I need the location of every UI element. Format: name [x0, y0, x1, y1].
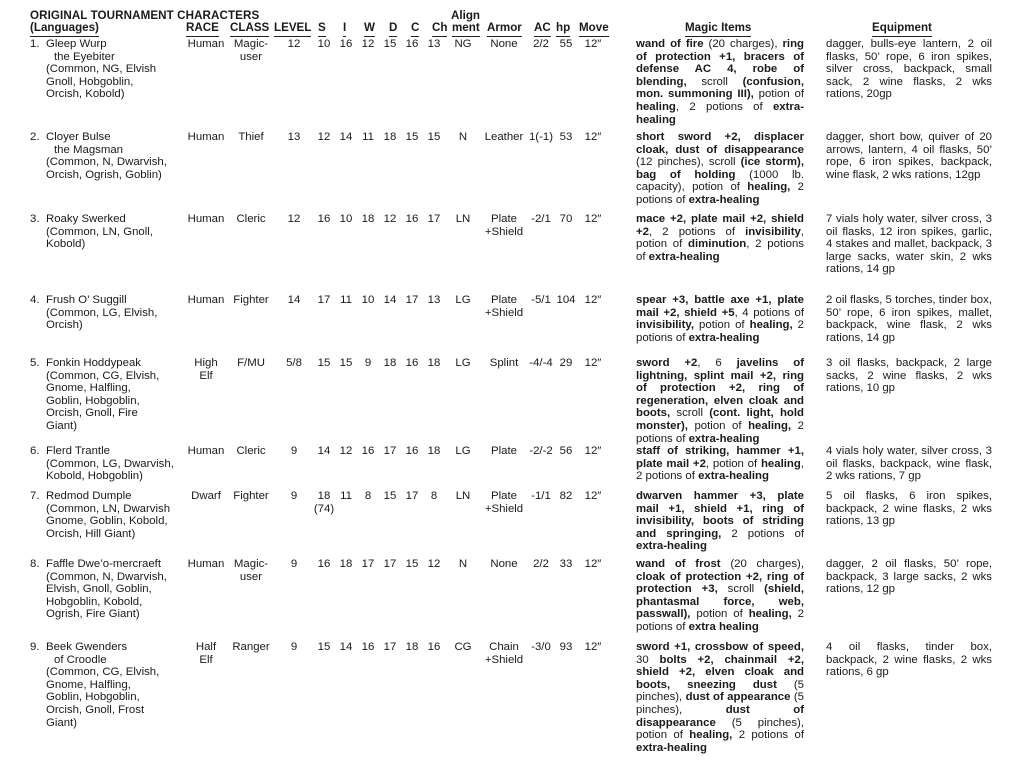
character-armor-line2: +Shield: [484, 306, 524, 319]
character-d: 18: [383, 131, 397, 143]
character-race: Human: [187, 213, 225, 225]
character-w: 10: [361, 294, 375, 306]
header-equipment: Equipment: [872, 22, 932, 37]
character-ch: 8: [430, 490, 438, 502]
character-class: Magic- user: [229, 38, 273, 63]
character-name: Gleep Wurp: [46, 38, 107, 50]
character-ac: -1/1: [531, 490, 551, 502]
character-languages: (Common, CG, Elvish, Gnome, Halfling, Goblin, Hobgoblin, Orcish, Gnoll, Fire Giant): [46, 369, 160, 432]
character-magic-items: spear +3, battle axe +1, plate mail +2, shield +5, 4 potions of invisibility, potion of healing, 2 potions of extra-healing: [636, 294, 805, 344]
character-race-line2: Elf: [199, 369, 213, 382]
character-i: 14: [339, 641, 353, 653]
character-magic-items: dwarven hammer +3, plate mail +1, shield +1, ring of invisibility, boots of striding and springing, 2 potions of extra-healing: [636, 490, 805, 553]
character-i: 15: [339, 357, 353, 369]
character-i: 18: [339, 558, 353, 570]
character-move: 12″: [584, 641, 602, 653]
character-number: 3.: [30, 213, 40, 225]
character-name-cell: [30, 213, 190, 251]
character-c: 18: [405, 641, 419, 653]
header-c: C: [411, 22, 419, 37]
character-armor: Plate +Shield: [482, 490, 526, 515]
character-ac: 2/2: [533, 558, 549, 570]
character-ch: 17: [427, 213, 441, 225]
character-align: LG: [455, 294, 471, 306]
character-equipment: 5 oil flasks, 6 iron spikes, backpack, 2 wine flasks, 2 wks rations, 13 gp: [826, 490, 992, 528]
character-class: Cleric: [236, 213, 266, 225]
character-align: LN: [455, 213, 471, 225]
character-class-line2: user: [239, 50, 263, 63]
character-armor: Chain +Shield: [482, 641, 526, 666]
character-class: Cleric: [236, 445, 266, 457]
character-name-cell: [30, 38, 190, 101]
character-number: 4.: [30, 294, 40, 306]
character-name-cell: [30, 357, 190, 433]
character-hp: 70: [559, 213, 573, 225]
character-c: 17: [405, 490, 419, 502]
character-s-line2: (74): [313, 502, 335, 515]
character-w: 17: [361, 558, 375, 570]
character-d: 17: [383, 641, 397, 653]
character-align: LG: [455, 445, 471, 457]
character-hp: 82: [559, 490, 573, 502]
character-number: 7.: [30, 490, 40, 502]
character-level: 14: [287, 294, 301, 306]
header-alignment-top: Align: [451, 9, 480, 22]
character-align: N: [458, 558, 468, 570]
character-ac: 2/2: [533, 38, 549, 50]
character-move: 12″: [584, 213, 602, 225]
character-equipment: 2 oil flasks, 5 torches, tinder box, 50’ rope, 6 iron spikes, mallet, backpack, wine flask, 2 wks rations, 14 gp: [826, 294, 992, 344]
character-s: 10: [317, 38, 331, 50]
character-ch: 13: [427, 38, 441, 50]
character-magic-items: wand of fire (20 charges), ring of protection +1, bracers of defense AC 4, robe of blending, scroll (confusion, mon. summoning III), potion of healing, 2 potions of extra-healing: [636, 38, 804, 126]
character-d: 18: [383, 357, 397, 369]
character-level: 13: [287, 131, 301, 143]
header-class: CLASS: [230, 22, 269, 37]
header-alignment-bottom: ment: [452, 22, 480, 37]
character-c: 15: [405, 558, 419, 570]
character-languages: (Common, CG, Elvish, Gnome, Halfling, Goblin, Hobgoblin, Orcish, Gnoll, Frost Giant): [46, 666, 160, 729]
character-s: 15: [317, 357, 331, 369]
character-name-cell: [30, 490, 190, 540]
character-c: 16: [405, 357, 419, 369]
character-armor-line2: +Shield: [484, 225, 524, 238]
character-name-cell: [30, 558, 190, 621]
character-race: High Elf: [186, 357, 226, 382]
character-move: 12″: [584, 38, 602, 50]
character-align: LN: [455, 490, 471, 502]
header-move: Move: [579, 22, 609, 37]
character-class: Fighter: [233, 294, 269, 306]
character-level: 9: [290, 558, 298, 570]
character-equipment: dagger, bulls-eye lantern, 2 oil flasks, 50’ rope, 6 iron spikes, silver cross, backpack, small sack, 2 wine flasks, 2 wks rations, 20gp: [826, 38, 992, 101]
character-languages: (Common, N, Dwarvish, Elvish, Gnoll, Goblin, Hobgoblin, Kobold, Ogrish, Fire Giant): [46, 570, 167, 621]
character-magic-items: sword +1, crossbow of speed, 30 bolts +2, chainmail +2, shield +2, elven cloak and boots, sneezing dust (5 pinches), dust of appearance (5 pinches), dust of disappearance (5 pinches), potion of healing, 2 potions of extra-healing: [636, 641, 805, 754]
character-languages: (Common, NG, Elvish Gnoll, Hobgoblin, Orcish, Kobold): [46, 63, 157, 101]
header-ac: AC: [534, 22, 551, 37]
character-level: 12: [287, 213, 301, 225]
header-d: D: [389, 22, 397, 37]
character-hp: 29: [559, 357, 573, 369]
character-ch: 16: [427, 641, 441, 653]
character-ac: -2/-2: [529, 445, 553, 457]
character-move: 12″: [584, 490, 602, 502]
character-equipment: 4 oil flasks, tinder box, backpack, 2 wine flasks, 2 wks rations, 6 gp: [826, 641, 992, 679]
character-equipment: 3 oil flasks, backpack, 2 large sacks, 2 wine flasks, 2 wks rations, 10 gp: [826, 357, 992, 395]
header-level: LEVEL: [274, 22, 311, 37]
character-ch: 13: [427, 294, 441, 306]
character-hp: 33: [559, 558, 573, 570]
character-name: Cloyer Bulse: [46, 131, 111, 143]
character-w: 8: [364, 490, 372, 502]
character-languages: (Common, LG, Dwarvish, Kobold, Hobgoblin): [46, 457, 174, 483]
character-armor: None: [490, 558, 518, 570]
character-magic-items: wand of frost (20 charges), cloak of protection +2, ring of protection +3, scroll (shield, phantasmal force, web, passwall), potion of healing, 2 potions of extra healing: [636, 558, 805, 633]
header-armor: Armor: [487, 22, 522, 37]
character-number: 8.: [30, 558, 40, 570]
character-languages: (Common, LG, Elvish, Orcish): [46, 306, 158, 332]
character-class: F/MU: [237, 357, 265, 369]
character-align: CG: [454, 641, 472, 653]
character-i: 14: [339, 131, 353, 143]
character-i: 12: [339, 445, 353, 457]
character-armor: Leather: [484, 131, 524, 143]
header-languages: (Languages): [30, 22, 99, 37]
character-move: 12″: [584, 445, 602, 457]
character-s: 18 (74): [313, 490, 335, 515]
character-race: Dwarf: [191, 490, 221, 502]
character-name-cell: [30, 131, 190, 181]
character-name: Frush O’ Suggill: [46, 294, 127, 306]
character-class-line2: user: [239, 570, 263, 583]
character-race: Human: [187, 445, 225, 457]
character-subname: of Croodle: [54, 653, 107, 666]
header-race: RACE: [186, 22, 219, 37]
character-number: 1.: [30, 38, 40, 50]
character-i: 10: [339, 213, 353, 225]
character-race: Human: [187, 131, 225, 143]
character-subname: the Eyebiter: [54, 50, 115, 63]
character-c: 16: [405, 38, 419, 50]
character-magic-items: sword +2, 6 javelins of lightning, splint mail +2, ring of protection +2, ring of regeneration, elven cloak and boots, scroll (cont. light, hold monster), potion of healing, 2 potions of extra-healing: [636, 357, 805, 445]
character-hp: 93: [559, 641, 573, 653]
character-armor: Plate +Shield: [482, 294, 526, 319]
character-name: Faffle Dwe’o-mercraeft: [46, 558, 161, 570]
character-name-cell: [30, 294, 190, 332]
character-class: Fighter: [233, 490, 269, 502]
character-level: 12: [287, 38, 301, 50]
header-s: S: [318, 22, 326, 37]
character-level: 9: [290, 641, 298, 653]
character-number: 6.: [30, 445, 40, 457]
character-d: 15: [383, 490, 397, 502]
character-name: Redmod Dumple: [46, 490, 132, 502]
character-s: 15: [317, 641, 331, 653]
character-level: 9: [290, 445, 298, 457]
character-level: 5/8: [286, 357, 302, 369]
character-ac: -4/-4: [529, 357, 553, 369]
character-armor-line2: +Shield: [484, 653, 524, 666]
character-race: Human: [187, 294, 225, 306]
character-race-line2: Elf: [199, 653, 213, 666]
character-w: 18: [361, 213, 375, 225]
character-align: NG: [454, 38, 472, 50]
character-move: 12″: [584, 294, 602, 306]
character-number: 2.: [30, 131, 40, 143]
character-d: 17: [383, 558, 397, 570]
character-ac: -5/1: [531, 294, 551, 306]
character-race: Half Elf: [186, 641, 226, 666]
character-s: 12: [317, 131, 331, 143]
character-d: 14: [383, 294, 397, 306]
character-d: 17: [383, 445, 397, 457]
character-languages: (Common, N, Dwarvish, Orcish, Ogrish, Goblin): [46, 156, 167, 181]
character-i: 11: [340, 294, 352, 306]
character-number: 5.: [30, 357, 40, 369]
character-equipment: dagger, short bow, quiver of 20 arrows, lantern, 4 oil flasks, 50’ rope, 6 iron spikes, backpack, wine flask, 2 wks rations, 12gp: [826, 131, 992, 181]
character-c: 16: [405, 445, 419, 457]
character-ac: -3/0: [531, 641, 551, 653]
character-ch: 15: [427, 131, 441, 143]
header-magic-items: Magic Items: [685, 22, 751, 37]
character-languages: (Common, LN, Gnoll, Kobold): [46, 225, 153, 251]
character-magic-items: short sword +2, displacer cloak, dust of disappearance (12 pinches), scroll (ice storm), bag of holding (1000 lb. capacity), potion of healing, 2 potions of extra-healing: [636, 131, 805, 206]
character-class: Magic- user: [229, 558, 273, 583]
character-hp: 104: [556, 294, 576, 306]
page-title: ORIGINAL TOURNAMENT CHARACTERS: [30, 9, 260, 22]
character-name: Roaky Swerked: [46, 213, 126, 225]
character-ac: 1(-1): [528, 131, 554, 143]
character-armor-line2: +Shield: [484, 502, 524, 515]
character-ch: 12: [427, 558, 441, 570]
character-d: 12: [383, 213, 397, 225]
character-armor: Splint: [489, 357, 519, 369]
character-ch: 18: [427, 357, 441, 369]
character-s: 16: [317, 558, 331, 570]
character-languages: (Common, LN, Dwarvish Gnome, Goblin, Kobold, Orcish, Hill Giant): [46, 502, 171, 540]
character-align: LG: [455, 357, 471, 369]
character-move: 12″: [584, 357, 602, 369]
character-armor: Plate +Shield: [482, 213, 526, 238]
character-s: 14: [317, 445, 331, 457]
character-hp: 55: [559, 38, 573, 50]
character-w: 9: [364, 357, 372, 369]
character-race: Human: [187, 558, 225, 570]
character-move: 12″: [584, 558, 602, 570]
character-move: 12″: [584, 131, 602, 143]
header-w: W: [364, 22, 375, 37]
character-c: 15: [405, 131, 419, 143]
character-name: Flerd Trantle: [46, 445, 110, 457]
character-class: Ranger: [232, 641, 270, 653]
character-w: 12: [361, 38, 375, 50]
character-armor: Plate: [491, 445, 517, 457]
character-name-cell: [30, 445, 190, 483]
character-equipment: 7 vials holy water, silver cross, 3 oil flasks, 12 iron spikes, garlic, 4 stakes and mallet, backpack, 3 large sacks, water skin, 2 wks rations, 14 gp: [826, 213, 992, 276]
character-d: 15: [383, 38, 397, 50]
character-armor: None: [490, 38, 518, 50]
character-class: Thief: [238, 131, 264, 143]
header-hp: hp: [556, 22, 570, 37]
character-name: Beek Gwenders: [46, 641, 128, 653]
character-equipment: 4 vials holy water, silver cross, 3 oil flasks, backpack, wine flask, 2 wks rations, 7 gp: [826, 445, 992, 483]
character-number: 9.: [30, 641, 40, 653]
character-i: 16: [339, 38, 353, 50]
character-subname: the Magsman: [54, 143, 124, 156]
character-w: 16: [361, 445, 375, 457]
character-hp: 53: [559, 131, 573, 143]
character-i: 11: [340, 490, 352, 502]
character-w: 11: [362, 131, 374, 143]
character-s: 17: [317, 294, 331, 306]
character-s: 16: [317, 213, 331, 225]
character-name-cell: [30, 641, 190, 729]
character-ch: 18: [427, 445, 441, 457]
character-level: 9: [290, 490, 298, 502]
header-i: I: [343, 22, 346, 37]
header-ch: Ch: [432, 22, 447, 37]
character-hp: 56: [559, 445, 573, 457]
character-w: 16: [361, 641, 375, 653]
character-magic-items: staff of striking, hammer +1, plate mail +2, potion of healing, 2 potions of extra-healing: [636, 445, 804, 483]
character-equipment: dagger, 2 oil flasks, 50’ rope, backpack, 3 large sacks, 2 wks rations, 12 gp: [826, 558, 992, 596]
character-align: N: [458, 131, 468, 143]
character-c: 17: [405, 294, 419, 306]
character-c: 16: [405, 213, 419, 225]
character-magic-items: mace +2, plate mail +2, shield +2, 2 potions of invisibility, potion of diminution, 2 potions of extra-healing: [636, 213, 804, 263]
character-race: Human: [187, 38, 225, 50]
character-ac: -2/1: [531, 213, 551, 225]
character-name: Fonkin Hoddypeak: [46, 357, 141, 369]
